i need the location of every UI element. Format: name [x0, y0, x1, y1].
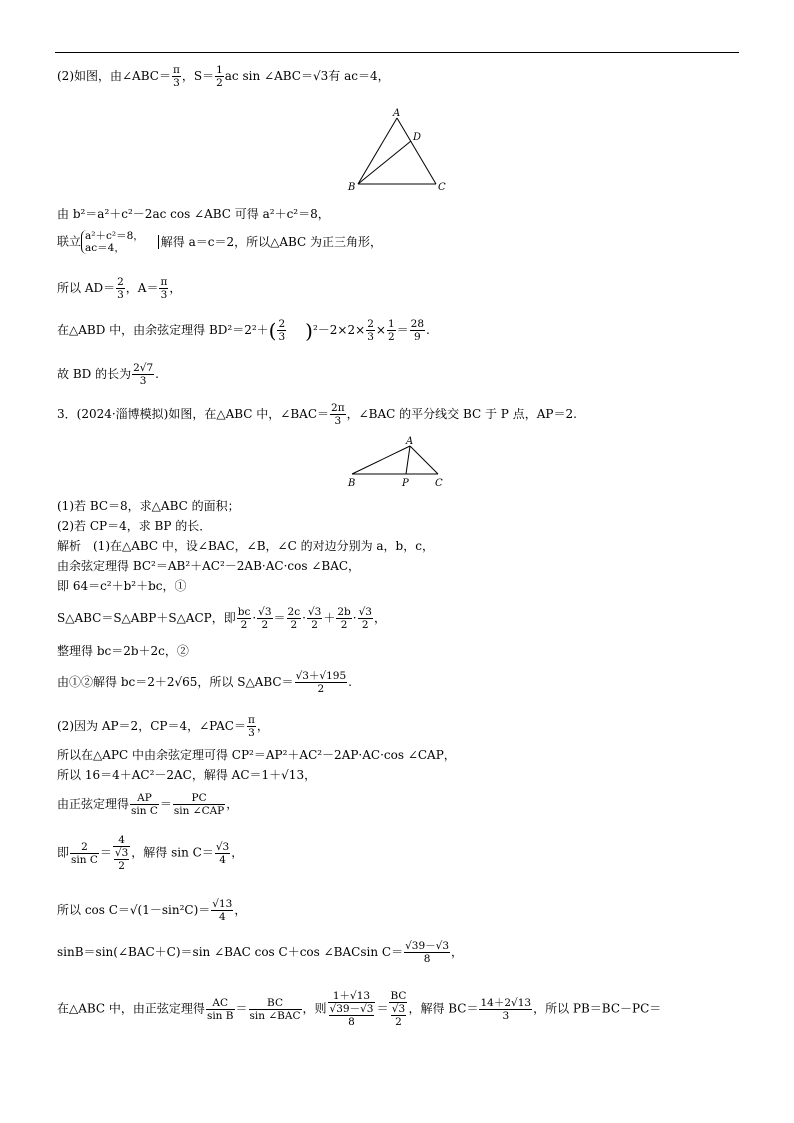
p2-line-4: 所以 AD＝ $\frac{2}{3}$ ，A＝ $\frac{\pi}{3}$ ，: [57, 276, 182, 301]
p3-part2-1: (2)因为 AP＝2，CP＝4，∠PAC＝ $\frac{\pi}{3}$ ，: [57, 714, 269, 739]
p2-line-6: 故 BD 的长为 $\frac{2√7}{3}$ .: [57, 362, 159, 387]
p2-line-5: 在△ABD 中，由余弦定理得 BD²＝2²＋( $\frac{2}{3}$ )²－2×2× $\frac{2}{3}$ × $\frac{1}{2}$ ＝ $\frac{28}{9}$ .: [57, 318, 430, 343]
text: (2)如图，由∠ABC＝: [57, 69, 171, 83]
p2-line-3: 联立 a²＋c²＝8， ac＝4， 解得 a＝c＝2，所以△ABC 为正三角形，: [57, 230, 383, 254]
p3-solution-1: 解析 (1)在△ABC 中，设∠BAC，∠B，∠C 的对边分别为 a，b，c，: [57, 539, 434, 553]
label-c: C: [435, 478, 443, 488]
label-p: P: [402, 478, 409, 488]
p3-part2-4: 由正弦定理得 $\frac{AP}{\text{sin C}}$ ＝ PC sin ∠CAP ，: [57, 792, 239, 817]
p2-line-2: 由 b²＝a²＋c²－2ac cos ∠ABC 可得 a²＋c²＝8，: [57, 207, 330, 221]
fraction: $\frac{\pi}{3}$: [172, 64, 180, 89]
label-c: C: [438, 182, 446, 193]
p2-line-1: [57, 64, 390, 89]
p3-part2-8: 在△ABC 中，由正弦定理得 $\frac{AC}{\text{sin B}}$ ＝ BC sin ∠BAC ，则 $\frac{1+√13}{\frac{√39-√3}{8}}$ ＝ $\frac{BC}{\frac{√3}{2}}$ ，解得 BC＝ $\frac{14+2√13}{3}$ ，所以 PB＝BC－PC＝: [57, 990, 662, 1028]
label-a: A: [406, 436, 414, 447]
label-a: A: [393, 108, 401, 119]
p3-part2-3: 所以 16＝4＋AC²－2AC，解得 AC＝1＋√13，: [57, 768, 317, 782]
label-d: D: [413, 132, 422, 143]
label-b: B: [348, 478, 356, 488]
text: 有 ac＝4，: [328, 69, 390, 83]
label-b: B: [348, 182, 356, 193]
sqrt-expr: √3: [312, 69, 329, 83]
triangle-figure-abc-d: [340, 104, 460, 196]
triangle-figure-abpc: [342, 434, 452, 488]
p3-title: 3．(2024·淄博模拟)如图，在△ABC 中，∠BAC＝ $\frac{2\pi}{3}$ ，∠BAC 的平分线交 BC 于 P 点，AP＝2.: [57, 402, 577, 427]
p3-part2-5: 即 $\frac{2}{\text{sin C}}$ ＝ $\frac{4}{\frac{√3}{2}}$ ，解得 sin C＝ $\frac{√3}{4}$ ，: [57, 834, 244, 872]
fraction: $\frac{1}{2}$: [216, 64, 223, 89]
equation-system: a²＋c²＝8， ac＝4，: [81, 230, 144, 254]
text: ac sin ∠ABC＝: [224, 69, 313, 83]
p3-question-2: (2)若 CP＝4，求 BP 的长．: [57, 519, 212, 533]
p3-solution-3: 即 64＝c²＋b²＋bc，①: [57, 579, 187, 593]
p3-solution-4: S△ABC＝S△ABP＋S△ACP，即 $\frac{bc}{2}$ · $\frac{√3}{2}$ ＝ $\frac{2c}{2}$ · $\frac{√3}{2}$ ＋ $\frac{2b}{2}$ · $\frac{√3}{2}$ ，: [57, 606, 386, 631]
p3-solution-6: 由①②解得 bc＝2＋2√65，所以 S△ABC＝ $\frac{√3+√195}{2}$ .: [57, 670, 352, 695]
p3-part2-6: 所以 cos C＝√(1－sin²C)＝ $\frac{√13}{4}$ ，: [57, 898, 247, 923]
p3-question-1: (1)若 BC＝8，求△ABC 的面积；: [57, 499, 240, 513]
header-rule: [55, 52, 739, 53]
text: ，S＝: [181, 69, 215, 83]
p3-solution-2: 由余弦定理得 BC²＝AB²＋AC²－2AB·AC·cos ∠BAC，: [57, 559, 361, 573]
p3-solution-5: 整理得 bc＝2b＋2c，②: [57, 644, 189, 658]
p3-part2-7: sinB＝sin(∠BAC＋C)＝sin ∠BAC cos C＋cos ∠BACsin C＝ $\frac{√39-√3}{8}$ ，: [57, 940, 464, 965]
p3-part2-2: 所以在△APC 中由余弦定理可得 CP²＝AP²＋AC²－2AP·AC·cos ∠CAP，: [57, 748, 456, 762]
